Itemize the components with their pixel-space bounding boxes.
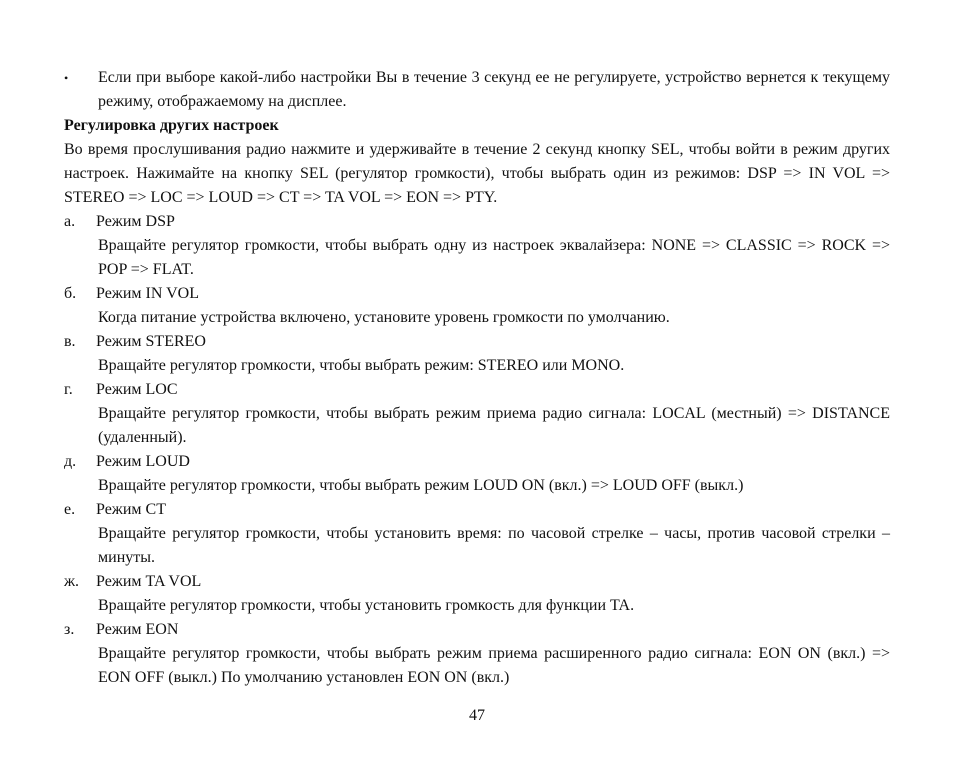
- bullet-note: [64, 66, 890, 114]
- item-body: Вращайте регулятор громкости, чтобы установить громкость для функции TA.: [98, 597, 635, 614]
- item-title: Режим TA VOL: [96, 573, 202, 590]
- bullet-text: Если при выборе какой-либо настройки Вы в течение 3 секунд ее не регулируете, устройство вернется к текущему режиму, отображаемому на дисплее.: [98, 69, 890, 110]
- item-body: Вращайте регулятор громкости, чтобы выбрать режим: STEREO или MONO.: [98, 357, 625, 374]
- item-body: Когда питание устройства включено, установите уровень громкости по умолчанию.: [98, 309, 670, 326]
- item-title: Режим LOUD: [96, 453, 190, 470]
- document-page: [64, 66, 890, 690]
- item-marker: з.: [64, 621, 75, 638]
- mode-item-ta-vol: [64, 570, 890, 618]
- mode-item-in-vol: [64, 282, 890, 330]
- item-marker: ж.: [64, 573, 80, 590]
- section-intro: Во время прослушивания радио нажмите и удерживайте в течение 2 секунд кнопку SEL, чтобы войти в режим других настроек. Нажимайте на кнопку SEL (регулятор громкости), чтобы выбрать один из режимов: DSP => IN VOL => STEREO => LOC => LOUD => CT => TA VOL => EON => PTY.: [64, 141, 890, 206]
- item-title: Режим EON: [96, 621, 179, 638]
- section-heading: Регулировка других настроек: [64, 117, 279, 134]
- item-marker: д.: [64, 453, 77, 470]
- item-title: Режим IN VOL: [96, 285, 200, 302]
- item-body: Вращайте регулятор громкости, чтобы выбрать режим LOUD ON (вкл.) => LOUD OFF (выкл.): [98, 477, 744, 494]
- mode-item-loc: [64, 378, 890, 450]
- item-title: Режим LOC: [96, 381, 178, 398]
- item-body: Вращайте регулятор громкости, чтобы выбрать режим приема расширенного радио сигнала: EON ON (вкл.) => EON OFF (выкл.) По умолчанию установлен EON ON (вкл.): [98, 645, 890, 686]
- mode-item-ct: [64, 498, 890, 570]
- item-body: Вращайте регулятор громкости, чтобы выбрать режим приема радио сигнала: LOCAL (местный) => DISTANCE (удаленный).: [98, 405, 890, 446]
- item-marker: г.: [64, 381, 73, 398]
- item-body: Вращайте регулятор громкости, чтобы выбрать одну из настроек эквалайзера: NONE => CLASSIC => ROCK => POP => FLAT.: [98, 237, 890, 278]
- mode-item-eon: [64, 618, 890, 690]
- bullet-icon: •: [64, 71, 69, 85]
- mode-item-dsp: [64, 210, 890, 282]
- item-body: Вращайте регулятор громкости, чтобы установить время: по часовой стрелке – часы, против часовой стрелки – минуты.: [98, 525, 890, 566]
- mode-item-stereo: [64, 330, 890, 378]
- page-number: 47: [469, 707, 485, 724]
- item-marker: в.: [64, 333, 76, 350]
- item-title: Режим DSP: [96, 213, 175, 230]
- item-title: Режим CT: [96, 501, 166, 518]
- item-marker: а.: [64, 213, 76, 230]
- item-title: Режим STEREO: [96, 333, 206, 350]
- item-marker: е.: [64, 501, 76, 518]
- mode-item-loud: [64, 450, 890, 498]
- item-marker: б.: [64, 285, 77, 302]
